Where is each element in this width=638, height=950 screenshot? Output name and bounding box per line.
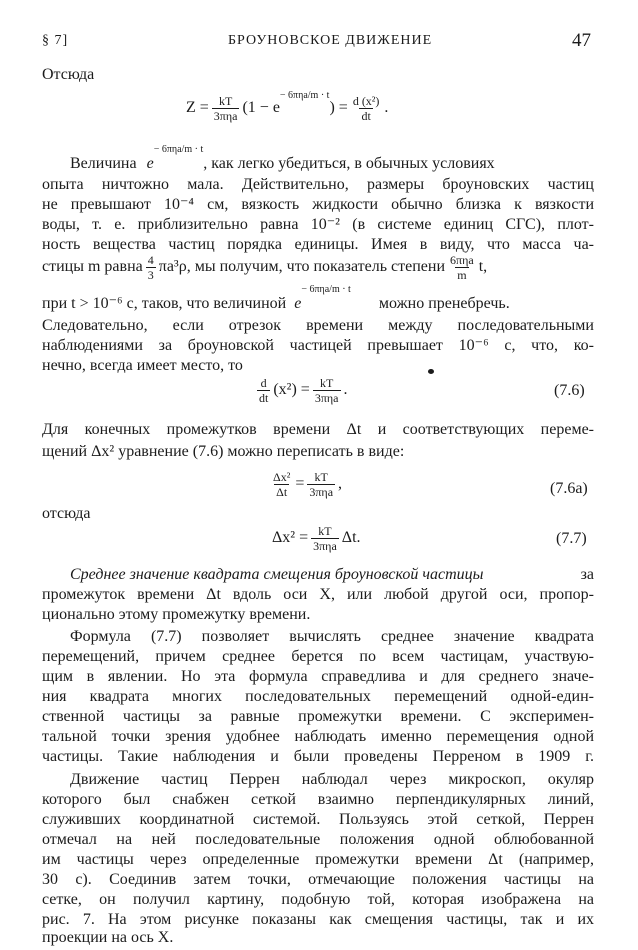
fraction-denominator: Δt [276, 484, 288, 499]
fraction-denominator: 3πηa [314, 390, 339, 405]
math-exponent: − 6πηa/m · t [153, 143, 204, 155]
text-line: опыта ничтожно мала. Действительно, размеры броуновских частиц [42, 176, 594, 193]
fraction-numerator: kT [319, 375, 334, 390]
text-line: не превышают 10⁻⁴ см, вязкость жидкости обычно близка к вязкости [42, 196, 594, 213]
text-line: ния квадрата многих последовательных перемещений одной-един- [42, 688, 594, 705]
text-span: t, [478, 258, 488, 275]
text-line: им частицы через определенные промежутки времени Δt (например, [42, 851, 594, 868]
fraction-denominator: 3πηa [309, 484, 334, 499]
fraction-denominator: 3πηa [213, 108, 238, 123]
text-line: щим в явлении. Но эта формула справедлива и для среднего значе- [42, 668, 594, 685]
fraction-numerator: 6πηa [450, 252, 474, 267]
fraction [313, 376, 341, 405]
fraction [271, 470, 292, 499]
math-exponent: − 6πηa/m · t [301, 283, 351, 295]
fraction-numerator: kT [218, 93, 233, 108]
page-number: 47 [572, 30, 591, 51]
text-line: частицы. Такие наблюдения и были проведены Перреном в 1909 г. [42, 748, 594, 765]
eq-sign: = [295, 475, 305, 492]
fraction-denominator: dt [259, 390, 269, 405]
equation-7-6a [268, 464, 342, 504]
eq-end: . [384, 99, 389, 116]
text-line: Отсюда [42, 66, 95, 83]
text-line: перемещений, причем среднее берется по всем частицам, участвую- [42, 648, 594, 665]
text-line: служивших координатной системой. Пользуясь этой сеткой, Перрен [42, 811, 594, 828]
fraction [351, 94, 382, 123]
text-line: наблюдениями за броуновской частицей превышает 10⁻⁶ с, что, ко- [42, 337, 594, 354]
text-line: ность вещества частиц порядка единицы. Имея в виду, что масса ча- [42, 236, 594, 253]
fraction-denominator: 3 [147, 267, 154, 282]
fraction-denominator: dt [361, 108, 371, 123]
text-line: 30 с). Соединив затем точки, отмечающие положения частицы на [42, 871, 594, 888]
equation-number: (7.7) [556, 530, 587, 547]
eq-mid: (x²) = [273, 381, 310, 398]
fraction-numerator: kT [314, 469, 328, 484]
text-line [70, 565, 594, 585]
fraction-numerator: Δx² [273, 469, 291, 484]
equation-7-6 [254, 372, 348, 408]
fraction-numerator: d (x²) [352, 93, 380, 108]
eq-lhs: Δx² = [272, 529, 309, 546]
text-line: отмечал на ней последовательные положения одной облюбованной [42, 831, 594, 848]
fraction-numerator: 4 [147, 252, 154, 267]
text-span: стицы m равна [42, 258, 143, 275]
text-line: Следовательно, если отрезок времени между последовательными [42, 317, 594, 334]
text-line: нечно, всегда имеет место, то [42, 357, 243, 374]
equation-number: (7.6) [554, 382, 585, 399]
fraction-numerator: d [260, 375, 267, 390]
text-span: , как легко убедиться, в обычных условиях [203, 155, 495, 172]
text-line: Формула (7.7) позволяет вычислять среднее значение квадрата [70, 628, 594, 645]
eq-end: , [338, 475, 343, 492]
section-marker: § 7] [42, 33, 69, 48]
eq-paren: (1 − e [242, 99, 280, 116]
fraction [311, 524, 339, 553]
text-line: воды, т. е. приблизительно равна 10⁻² (в системе единиц СГС), плот- [42, 216, 594, 233]
text-span: можно пренебречь. [378, 295, 510, 312]
ink-dot [428, 369, 434, 374]
text-line: отсюда [42, 505, 91, 522]
fraction-numerator: kT [318, 523, 332, 538]
italic-definition: Среднее значение квадрата смещения броуновской частицы [70, 566, 484, 583]
math-e: e [294, 295, 302, 312]
fraction [257, 376, 270, 405]
eq-lhs: Z = [186, 99, 209, 116]
text-line: ственной частицы за равные промежутки времени. С эксперимен- [42, 708, 594, 725]
fraction [307, 470, 335, 499]
eq-end: . [343, 381, 348, 398]
text-line: промежуток времени Δt вдоль оси X, или любой другой оси, пропор- [42, 586, 594, 603]
fraction-denominator: m [457, 267, 467, 282]
eq-close: ) = [329, 99, 348, 116]
text-line: проекции на ось X. [42, 929, 174, 946]
equation-z: Z = $\frac{kT}{\text{3πηa}}$ (1 − e $^{- 6\pi\eta a/m \cdot t}$ ) = $\frac{\text{d (x²)}}{dt}$ . [186, 90, 389, 123]
eq-rhs: Δt. [341, 529, 361, 546]
text-span: за [580, 566, 594, 583]
math-e: e [146, 155, 154, 172]
text-line: которого был снабжен сеткой взаимно перпендикулярных линий, [42, 791, 594, 808]
fraction [146, 253, 156, 282]
text-line: тальной точки зрения удобнее наблюдать именно перемещения одной [42, 728, 594, 745]
fraction-denominator: 3πηa [313, 538, 337, 553]
fraction [448, 253, 476, 282]
equation-7-7 [272, 518, 361, 558]
text-line: ционально этому промежутку времени. [42, 606, 311, 623]
text-line: сетке, он получил картину, подобную той, которая изображена на [42, 891, 594, 908]
equation-number: (7.6а) [550, 480, 588, 497]
text-line: Движение частиц Перрен наблюдал через микроскоп, окуляр [70, 771, 594, 788]
text-line [42, 250, 487, 284]
text-line: Для конечных промежутков времени Δt и соответствующих переме- [42, 421, 594, 438]
text-line: рис. 7. На этом рисунке показаны как смещения частицы, так и их [42, 911, 594, 928]
text-line: щений Δx² уравнение (7.6) можно переписать в виде: [42, 443, 405, 460]
running-title: БРОУНОВСКОЕ ДВИЖЕНИЕ [228, 33, 433, 48]
text-span: при t > 10⁻⁶ с, таков, что величиной [42, 295, 287, 312]
text-span: Величина [70, 155, 137, 172]
text-span: πa³ρ, мы получим, что показатель степени [158, 258, 446, 275]
fraction [212, 94, 240, 123]
